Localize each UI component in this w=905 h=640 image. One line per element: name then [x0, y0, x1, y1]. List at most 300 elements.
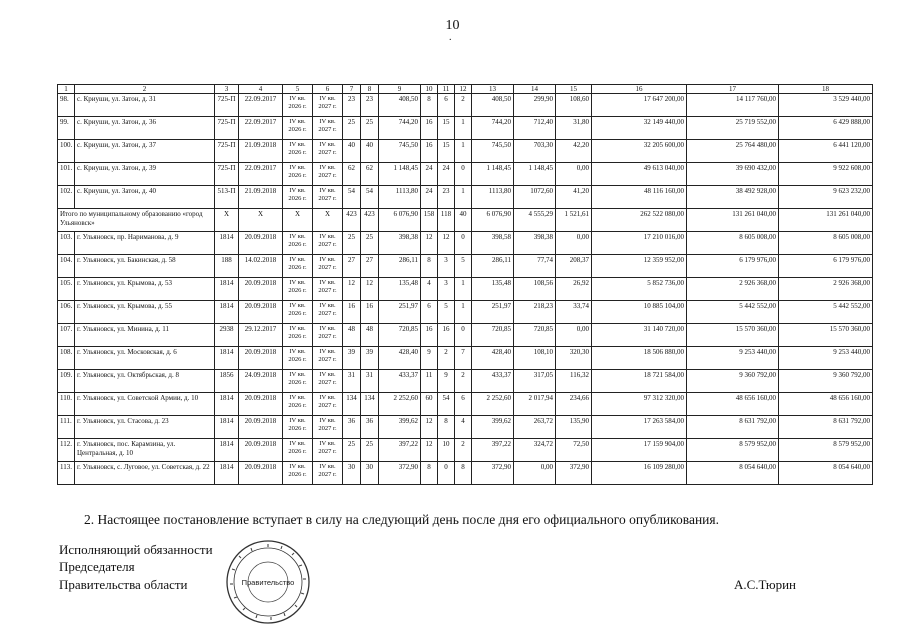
table-row	[58, 186, 873, 209]
cell-col-16: 18 721 584,00	[592, 370, 687, 393]
cell-col-17: 48 656 160,00	[687, 393, 779, 416]
cell-col-13: 398,58	[472, 232, 514, 255]
cell-col-17: 25 764 480,00	[687, 140, 779, 163]
cell-col-2: г. Ульяновск, ул. Крымова, д. 53	[75, 278, 215, 301]
cell-col-17: 15 570 360,00	[687, 324, 779, 347]
cell-col-1: 101.	[58, 163, 75, 186]
column-number-header: 12	[455, 85, 472, 94]
cell-col-16: 18 506 880,00	[592, 347, 687, 370]
cell-col-9: 1 148,45	[379, 163, 421, 186]
cell-col-6: IV кв. 2027 г.	[313, 462, 343, 485]
cell-col-15: 372,90	[556, 462, 592, 485]
cell-col-5: IV кв. 2026 г.	[283, 117, 313, 140]
cell-col-7: 25	[343, 232, 361, 255]
total-cell-col-15: 1 521,61	[556, 209, 592, 232]
total-cell-col-10: 158	[421, 209, 438, 232]
cell-col-16: 97 312 320,00	[592, 393, 687, 416]
cell-col-12: 1	[455, 140, 472, 163]
cell-col-10: 16	[421, 140, 438, 163]
cell-col-6: IV кв. 2027 г.	[313, 347, 343, 370]
cell-col-18: 9 922 608,00	[779, 163, 873, 186]
cell-col-12: 1	[455, 278, 472, 301]
column-number-header: 5	[283, 85, 313, 94]
cell-col-17: 8 605 008,00	[687, 232, 779, 255]
cell-col-14: 317,05	[514, 370, 556, 393]
table-row	[58, 370, 873, 393]
total-cell-col-3: X	[215, 209, 239, 232]
cell-col-15: 135,90	[556, 416, 592, 439]
cell-col-9: 286,11	[379, 255, 421, 278]
cell-col-14: 720,85	[514, 324, 556, 347]
cell-col-9: 399,62	[379, 416, 421, 439]
cell-col-4: 22.09.2017	[239, 94, 283, 117]
cell-col-4: 24.09.2018	[239, 370, 283, 393]
cell-col-18: 9 253 440,00	[779, 347, 873, 370]
cell-col-8: 36	[361, 416, 379, 439]
total-cell-col-6: X	[313, 209, 343, 232]
cell-col-16: 17 210 016,00	[592, 232, 687, 255]
cell-col-15: 41,20	[556, 186, 592, 209]
cell-col-1: 102.	[58, 186, 75, 209]
cell-col-9: 372,90	[379, 462, 421, 485]
cell-col-13: 251,97	[472, 301, 514, 324]
cell-col-13: 428,40	[472, 347, 514, 370]
cell-col-15: 116,32	[556, 370, 592, 393]
cell-col-2: г. Ульяновск, ул. Минина, д. 11	[75, 324, 215, 347]
cell-col-7: 54	[343, 186, 361, 209]
cell-col-8: 23	[361, 94, 379, 117]
cell-col-18: 9 360 792,00	[779, 370, 873, 393]
cell-col-18: 5 442 552,00	[779, 301, 873, 324]
cell-col-11: 0	[438, 462, 455, 485]
effective-date-paragraph: 2. Настоящее постановление вступает в силу на следующий день после дня его официального опубликования.	[84, 512, 719, 527]
cell-col-5: IV кв. 2026 г.	[283, 324, 313, 347]
cell-col-7: 39	[343, 347, 361, 370]
column-number-header: 4	[239, 85, 283, 94]
cell-col-12: 6	[455, 393, 472, 416]
cell-col-14: 1 148,45	[514, 163, 556, 186]
cell-col-9: 398,38	[379, 232, 421, 255]
cell-col-3: 1814	[215, 462, 239, 485]
cell-col-16: 48 116 160,00	[592, 186, 687, 209]
cell-col-15: 72,50	[556, 439, 592, 462]
cell-col-18: 8 054 640,00	[779, 462, 873, 485]
cell-col-8: 25	[361, 439, 379, 462]
cell-col-1: 109.	[58, 370, 75, 393]
cell-col-2: с. Криуши, ул. Затон, д. 40	[75, 186, 215, 209]
total-cell-col-5: X	[283, 209, 313, 232]
cell-col-11: 6	[438, 94, 455, 117]
cell-col-5: IV кв. 2026 г.	[283, 439, 313, 462]
cell-col-8: 40	[361, 140, 379, 163]
cell-col-7: 23	[343, 94, 361, 117]
cell-col-18: 8 605 008,00	[779, 232, 873, 255]
cell-col-11: 54	[438, 393, 455, 416]
cell-col-17: 8 579 952,00	[687, 439, 779, 462]
total-cell-col-12: 40	[455, 209, 472, 232]
total-cell-col-9: 6 076,90	[379, 209, 421, 232]
cell-col-4: 20.09.2018	[239, 462, 283, 485]
cell-col-12: 2	[455, 370, 472, 393]
cell-col-2: с. Криуши, ул. Затон, д. 36	[75, 117, 215, 140]
cell-col-1: 112.	[58, 439, 75, 462]
cell-col-18: 8 579 952,00	[779, 439, 873, 462]
cell-col-10: 12	[421, 439, 438, 462]
cell-col-9: 744,20	[379, 117, 421, 140]
cell-col-13: 1113,80	[472, 186, 514, 209]
cell-col-4: 20.09.2018	[239, 439, 283, 462]
cell-col-16: 16 109 280,00	[592, 462, 687, 485]
cell-col-12: 1	[455, 117, 472, 140]
cell-col-11: 2	[438, 347, 455, 370]
cell-col-2: с. Криуши, ул. Затон, д. 37	[75, 140, 215, 163]
cell-col-4: 22.09.2017	[239, 163, 283, 186]
cell-col-11: 3	[438, 278, 455, 301]
total-cell-col-16: 262 522 080,00	[592, 209, 687, 232]
cell-col-7: 31	[343, 370, 361, 393]
cell-col-12: 8	[455, 462, 472, 485]
cell-col-14: 703,30	[514, 140, 556, 163]
cell-col-10: 16	[421, 117, 438, 140]
cell-col-14: 108,10	[514, 347, 556, 370]
cell-col-9: 135,48	[379, 278, 421, 301]
total-label: Итого по муниципальному образованию «город Ульяновск»	[58, 209, 215, 232]
cell-col-14: 1072,60	[514, 186, 556, 209]
cell-col-17: 38 492 928,00	[687, 186, 779, 209]
cell-col-18: 2 926 368,00	[779, 278, 873, 301]
cell-col-7: 40	[343, 140, 361, 163]
cell-col-3: 1814	[215, 393, 239, 416]
cell-col-17: 14 117 760,00	[687, 94, 779, 117]
cell-col-15: 42,20	[556, 140, 592, 163]
cell-col-9: 1113,80	[379, 186, 421, 209]
cell-col-14: 0,00	[514, 462, 556, 485]
cell-col-9: 745,50	[379, 140, 421, 163]
cell-col-4: 20.09.2018	[239, 232, 283, 255]
cell-col-10: 60	[421, 393, 438, 416]
column-number-header: 15	[556, 85, 592, 94]
cell-col-1: 108.	[58, 347, 75, 370]
cell-col-11: 9	[438, 370, 455, 393]
cell-col-2: с. Криуши, ул. Затон, д. 39	[75, 163, 215, 186]
cell-col-14: 263,72	[514, 416, 556, 439]
cell-col-10: 24	[421, 163, 438, 186]
cell-col-5: IV кв. 2026 г.	[283, 94, 313, 117]
cell-col-15: 26,92	[556, 278, 592, 301]
cell-col-10: 6	[421, 301, 438, 324]
cell-col-14: 2 017,94	[514, 393, 556, 416]
cell-col-10: 4	[421, 278, 438, 301]
signer-title-line2: Председателя	[59, 559, 135, 574]
cell-col-4: 20.09.2018	[239, 393, 283, 416]
cell-col-2: г. Ульяновск, ул. Бакинская, д. 58	[75, 255, 215, 278]
cell-col-6: IV кв. 2027 г.	[313, 416, 343, 439]
cell-col-6: IV кв. 2027 г.	[313, 117, 343, 140]
cell-col-6: IV кв. 2027 г.	[313, 439, 343, 462]
cell-col-17: 2 926 368,00	[687, 278, 779, 301]
total-cell-col-8: 423	[361, 209, 379, 232]
cell-col-4: 20.09.2018	[239, 416, 283, 439]
cell-col-10: 8	[421, 255, 438, 278]
cell-col-13: 135,48	[472, 278, 514, 301]
column-number-header: 8	[361, 85, 379, 94]
cell-col-13: 2 252,60	[472, 393, 514, 416]
official-seal-stamp	[224, 538, 312, 626]
cell-col-7: 134	[343, 393, 361, 416]
cell-col-5: IV кв. 2026 г.	[283, 232, 313, 255]
cell-col-12: 4	[455, 416, 472, 439]
cell-col-8: 62	[361, 163, 379, 186]
cell-col-14: 299,90	[514, 94, 556, 117]
cell-col-17: 9 360 792,00	[687, 370, 779, 393]
cell-col-14: 712,40	[514, 117, 556, 140]
cell-col-17: 9 253 440,00	[687, 347, 779, 370]
cell-col-6: IV кв. 2027 г.	[313, 140, 343, 163]
cell-col-10: 9	[421, 347, 438, 370]
cell-col-6: IV кв. 2027 г.	[313, 393, 343, 416]
cell-col-10: 8	[421, 94, 438, 117]
cell-col-9: 433,37	[379, 370, 421, 393]
table-row	[58, 416, 873, 439]
column-number-header: 7	[343, 85, 361, 94]
cell-col-7: 36	[343, 416, 361, 439]
cell-col-10: 12	[421, 416, 438, 439]
table-row	[58, 324, 873, 347]
column-number-header: 1	[58, 85, 75, 94]
cell-col-4: 21.09.2018	[239, 140, 283, 163]
table-row	[58, 255, 873, 278]
cell-col-7: 25	[343, 439, 361, 462]
cell-col-2: г. Ульяновск, ул. Московская, д. 6	[75, 347, 215, 370]
total-cell-col-14: 4 555,29	[514, 209, 556, 232]
column-number-header: 14	[514, 85, 556, 94]
cell-col-2: с. Криуши, ул. Затон, д. 31	[75, 94, 215, 117]
cell-col-17: 8 054 640,00	[687, 462, 779, 485]
cell-col-14: 218,23	[514, 301, 556, 324]
cell-col-13: 744,20	[472, 117, 514, 140]
table-row	[58, 347, 873, 370]
column-number-header: 6	[313, 85, 343, 94]
cell-col-15: 0,00	[556, 163, 592, 186]
cell-col-2: г. Ульяновск, пр. Нариманова, д. 9	[75, 232, 215, 255]
cell-col-16: 5 852 736,00	[592, 278, 687, 301]
cell-col-9: 397,22	[379, 439, 421, 462]
cell-col-11: 15	[438, 140, 455, 163]
cell-col-18: 6 179 976,00	[779, 255, 873, 278]
cell-col-10: 24	[421, 186, 438, 209]
cell-col-5: IV кв. 2026 г.	[283, 301, 313, 324]
cell-col-13: 1 148,45	[472, 163, 514, 186]
cell-col-6: IV кв. 2027 г.	[313, 186, 343, 209]
cell-col-2: г. Ульяновск, ул. Октябрьская, д. 8	[75, 370, 215, 393]
cell-col-16: 32 205 600,00	[592, 140, 687, 163]
column-number-header: 16	[592, 85, 687, 94]
cell-col-11: 10	[438, 439, 455, 462]
signer-title-line1: Исполняющий обязанности	[59, 542, 213, 557]
cell-col-1: 98.	[58, 94, 75, 117]
cell-col-9: 251,97	[379, 301, 421, 324]
cell-col-14: 398,38	[514, 232, 556, 255]
cell-col-5: IV кв. 2026 г.	[283, 462, 313, 485]
cell-col-5: IV кв. 2026 г.	[283, 370, 313, 393]
cell-col-13: 408,50	[472, 94, 514, 117]
cell-col-5: IV кв. 2026 г.	[283, 393, 313, 416]
cell-col-15: 31,80	[556, 117, 592, 140]
cell-col-12: 2	[455, 94, 472, 117]
cell-col-18: 8 631 792,00	[779, 416, 873, 439]
cell-col-15: 0,00	[556, 232, 592, 255]
cell-col-17: 5 442 552,00	[687, 301, 779, 324]
cell-col-2: г. Ульяновск, ул. Стасова, д. 23	[75, 416, 215, 439]
cell-col-15: 208,37	[556, 255, 592, 278]
cell-col-4: 29.12.2017	[239, 324, 283, 347]
cell-col-3: 1814	[215, 439, 239, 462]
cell-col-15: 108,60	[556, 94, 592, 117]
cell-col-7: 48	[343, 324, 361, 347]
cell-col-10: 12	[421, 232, 438, 255]
cell-col-11: 16	[438, 324, 455, 347]
column-number-header: 13	[472, 85, 514, 94]
cell-col-17: 25 719 552,00	[687, 117, 779, 140]
cell-col-4: 20.09.2018	[239, 278, 283, 301]
cell-col-10: 11	[421, 370, 438, 393]
cell-col-16: 17 159 904,00	[592, 439, 687, 462]
cell-col-8: 25	[361, 232, 379, 255]
cell-col-11: 5	[438, 301, 455, 324]
cell-col-12: 0	[455, 163, 472, 186]
cell-col-1: 113.	[58, 462, 75, 485]
cell-col-10: 8	[421, 462, 438, 485]
cell-col-10: 16	[421, 324, 438, 347]
table-row	[58, 163, 873, 186]
register-table	[57, 84, 873, 485]
cell-col-4: 22.09.2017	[239, 117, 283, 140]
cell-col-4: 14.02.2018	[239, 255, 283, 278]
cell-col-18: 6 429 888,00	[779, 117, 873, 140]
cell-col-13: 397,22	[472, 439, 514, 462]
total-cell-col-4: X	[239, 209, 283, 232]
total-cell-col-17: 131 261 040,00	[687, 209, 779, 232]
cell-col-9: 720,85	[379, 324, 421, 347]
cell-col-13: 399,62	[472, 416, 514, 439]
cell-col-8: 134	[361, 393, 379, 416]
cell-col-16: 10 885 104,00	[592, 301, 687, 324]
cell-col-4: 20.09.2018	[239, 347, 283, 370]
cell-col-13: 433,37	[472, 370, 514, 393]
cell-col-3: 1814	[215, 232, 239, 255]
cell-col-11: 8	[438, 416, 455, 439]
cell-col-6: IV кв. 2027 г.	[313, 301, 343, 324]
cell-col-16: 49 613 040,00	[592, 163, 687, 186]
signer-title-line3: Правительства области	[59, 577, 188, 592]
cell-col-16: 17 263 584,00	[592, 416, 687, 439]
cell-col-8: 16	[361, 301, 379, 324]
cell-col-6: IV кв. 2027 г.	[313, 324, 343, 347]
cell-col-5: IV кв. 2026 г.	[283, 163, 313, 186]
cell-col-6: IV кв. 2027 г.	[313, 278, 343, 301]
table-row	[58, 232, 873, 255]
column-number-header: 3	[215, 85, 239, 94]
cell-col-8: 30	[361, 462, 379, 485]
cell-col-8: 12	[361, 278, 379, 301]
cell-col-5: IV кв. 2026 г.	[283, 140, 313, 163]
cell-col-12: 7	[455, 347, 472, 370]
cell-col-3: 1814	[215, 301, 239, 324]
cell-col-12: 0	[455, 324, 472, 347]
cell-col-18: 9 623 232,00	[779, 186, 873, 209]
cell-col-1: 103.	[58, 232, 75, 255]
page-number: 10	[445, 18, 460, 33]
cell-col-7: 12	[343, 278, 361, 301]
cell-col-8: 25	[361, 117, 379, 140]
cell-col-17: 39 690 432,00	[687, 163, 779, 186]
cell-col-8: 48	[361, 324, 379, 347]
cell-col-18: 6 441 120,00	[779, 140, 873, 163]
table-header-row	[58, 85, 873, 94]
cell-col-3: 2938	[215, 324, 239, 347]
cell-col-5: IV кв. 2026 г.	[283, 186, 313, 209]
total-cell-col-7: 423	[343, 209, 361, 232]
total-row	[58, 209, 873, 232]
seal-center-text: Правительство	[241, 578, 295, 587]
cell-col-16: 12 359 952,00	[592, 255, 687, 278]
cell-col-6: IV кв. 2027 г.	[313, 163, 343, 186]
cell-col-16: 17 647 200,00	[592, 94, 687, 117]
cell-col-2: г. Ульяновск, ул. Крымова, д. 55	[75, 301, 215, 324]
cell-col-11: 24	[438, 163, 455, 186]
cell-col-8: 54	[361, 186, 379, 209]
cell-col-13: 745,50	[472, 140, 514, 163]
cell-col-5: IV кв. 2026 г.	[283, 416, 313, 439]
cell-col-3: 513-П	[215, 186, 239, 209]
table-row	[58, 393, 873, 416]
total-cell-col-13: 6 076,90	[472, 209, 514, 232]
cell-col-6: IV кв. 2027 г.	[313, 370, 343, 393]
cell-col-3: 725-П	[215, 117, 239, 140]
cell-col-3: 1814	[215, 347, 239, 370]
cell-col-1: 104.	[58, 255, 75, 278]
cell-col-9: 2 252,60	[379, 393, 421, 416]
cell-col-17: 6 179 976,00	[687, 255, 779, 278]
column-number-header: 10	[421, 85, 438, 94]
cell-col-5: IV кв. 2026 г.	[283, 278, 313, 301]
cell-col-13: 372,90	[472, 462, 514, 485]
table-row	[58, 439, 873, 462]
cell-col-15: 234,66	[556, 393, 592, 416]
cell-col-7: 62	[343, 163, 361, 186]
total-cell-col-18: 131 261 040,00	[779, 209, 873, 232]
cell-col-15: 0,00	[556, 324, 592, 347]
cell-col-18: 3 529 440,00	[779, 94, 873, 117]
cell-col-16: 32 149 440,00	[592, 117, 687, 140]
cell-col-12: 5	[455, 255, 472, 278]
cell-col-13: 286,11	[472, 255, 514, 278]
cell-col-14: 324,72	[514, 439, 556, 462]
cell-col-11: 3	[438, 255, 455, 278]
cell-col-9: 408,50	[379, 94, 421, 117]
cell-col-5: IV кв. 2026 г.	[283, 255, 313, 278]
cell-col-1: 107.	[58, 324, 75, 347]
cell-col-2: г. Ульяновск, пос. Карамзина, ул. Центральная, д. 10	[75, 439, 215, 462]
cell-col-3: 725-П	[215, 140, 239, 163]
column-number-header: 9	[379, 85, 421, 94]
cell-col-4: 21.09.2018	[239, 186, 283, 209]
cell-col-8: 39	[361, 347, 379, 370]
cell-col-12: 2	[455, 439, 472, 462]
cell-col-16: 31 140 720,00	[592, 324, 687, 347]
table-row	[58, 278, 873, 301]
cell-col-13: 720,85	[472, 324, 514, 347]
